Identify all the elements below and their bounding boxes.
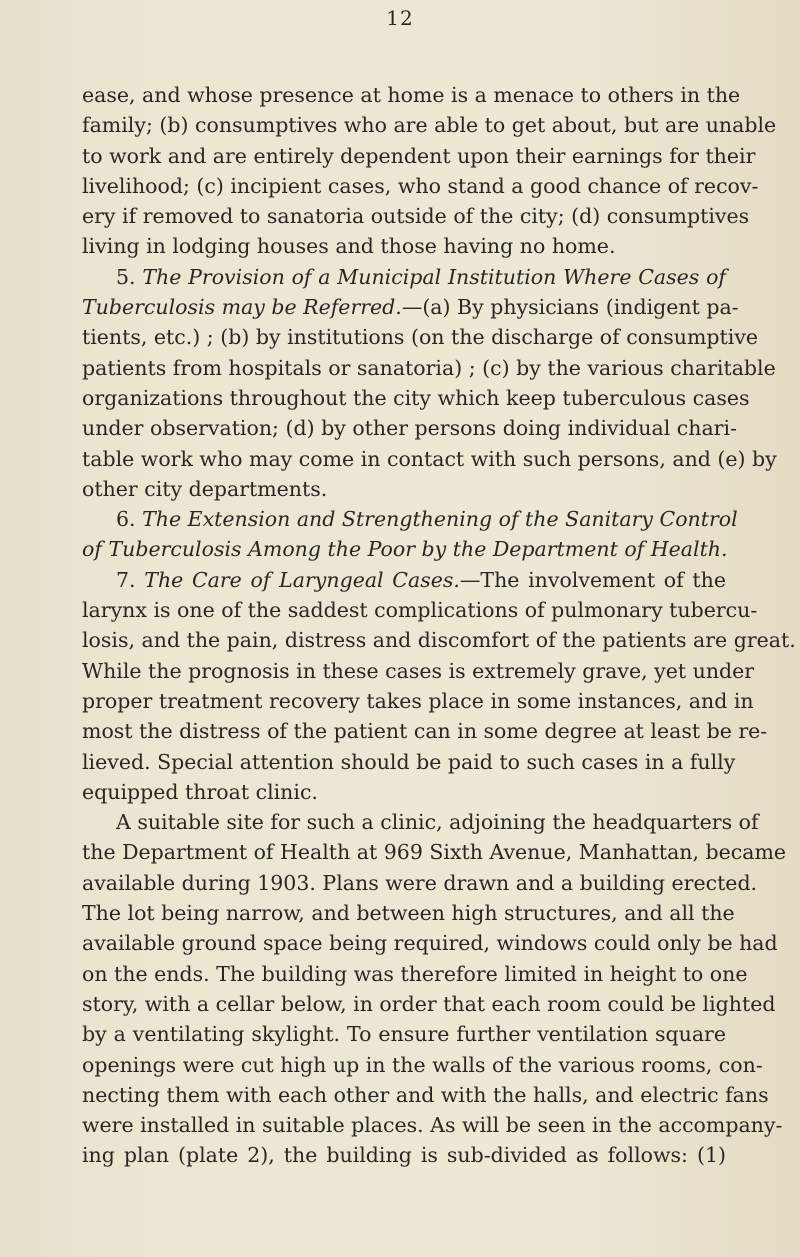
text-line <box>82 322 759 352</box>
text-segment: family; (b) consumptives who are able to get about, but are unable <box>82 113 777 138</box>
text-line <box>82 1019 726 1049</box>
text-line <box>82 595 758 625</box>
text-line <box>82 1110 783 1140</box>
text-line <box>82 837 787 867</box>
text-line <box>82 565 726 595</box>
text-segment: available ground space being required, windows could only be had <box>82 931 778 956</box>
text-line <box>82 504 738 534</box>
text-segment: 7. <box>116 567 145 592</box>
italic-text-segment: The Care of Laryngeal Cases. <box>144 567 460 592</box>
text-segment: living in lodging houses and those having no home. <box>82 234 616 259</box>
text-segment: organizations throughout the city which keep tuberculous cases <box>82 385 750 410</box>
text-line <box>82 747 736 777</box>
text-segment: The lot being narrow, and between high structures, and all the <box>82 901 735 926</box>
text-segment: the Department of Health at 969 Sixth Avenue, Manhattan, became <box>82 840 787 865</box>
text-segment: patients from hospitals or sanatoria) ; (c) by the various charitable <box>82 355 776 380</box>
text-line <box>82 898 735 928</box>
body-text <box>82 80 796 1171</box>
text-segment: equipped throat clinic. <box>82 779 318 804</box>
text-line <box>82 110 777 140</box>
text-line <box>82 413 737 443</box>
text-line <box>82 686 754 716</box>
text-segment: other city departments. <box>82 476 328 501</box>
text-segment: While the prognosis in these cases is extremely grave, yet under <box>82 658 755 683</box>
text-line <box>82 777 726 807</box>
text-segment: lieved. Special attention should be paid to such cases in a fully <box>82 749 736 774</box>
text-segment: 6. <box>116 507 143 532</box>
text-line <box>82 444 777 474</box>
text-line <box>82 1050 763 1080</box>
text-line <box>82 262 726 292</box>
text-segment: were installed in suitable places. As will be seen in the accompany- <box>82 1113 783 1138</box>
text-line <box>82 868 758 898</box>
italic-text-segment: Tuberculosis may be Referred. <box>82 295 402 320</box>
text-segment: under observation; (d) by other persons doing individual chari- <box>82 416 737 441</box>
text-segment: most the distress of the patient can in some degree at least be re- <box>82 719 768 744</box>
italic-text-segment: The Provision of a Municipal Institution Where Cases of <box>142 264 727 289</box>
italic-text-segment: of Tuberculosis Among the Poor by the Department of Health. <box>82 537 728 562</box>
text-segment: by a ventilating skylight. To ensure further ventilation square <box>82 1022 726 1047</box>
text-line <box>82 201 750 231</box>
text-line <box>82 534 726 564</box>
text-line <box>82 80 741 110</box>
text-segment: on the ends. The building was therefore limited in height to one <box>82 961 748 986</box>
text-segment: A suitable site for such a clinic, adjoining the headquarters of <box>116 810 759 835</box>
text-segment: larynx is one of the saddest complications of pulmonary tubercu- <box>82 598 758 623</box>
text-line <box>82 656 755 686</box>
text-segment: —The involvement of the <box>459 567 726 592</box>
text-segment: story, with a cellar below, in order that each room could be lighted <box>82 991 776 1016</box>
text-line <box>82 989 776 1019</box>
text-line <box>82 1080 769 1110</box>
text-segment: ery if removed to sanatoria outside of the city; (d) consumptives <box>82 204 750 229</box>
text-line <box>82 716 768 746</box>
page-number: 12 <box>386 6 414 30</box>
text-segment: losis, and the pain, distress and discomfort of the patients are great. <box>82 628 796 653</box>
text-line <box>82 807 759 837</box>
text-segment: to work and are entirely dependent upon their earnings for their <box>82 143 756 168</box>
italic-text-segment: The Extension and Strengthening of the Sanitary Control <box>142 507 738 532</box>
text-segment: table work who may come in contact with such persons, and (e) by <box>82 446 777 471</box>
text-segment: —(a) By physicians (indigent pa- <box>401 295 739 320</box>
text-line <box>82 625 796 655</box>
text-segment: 5. <box>116 264 143 289</box>
text-line <box>82 141 756 171</box>
text-line <box>82 383 750 413</box>
text-line <box>82 1140 726 1170</box>
text-line <box>82 231 726 261</box>
text-line <box>82 353 776 383</box>
text-segment: tients, etc.) ; (b) by institutions (on the discharge of consumptive <box>82 325 759 350</box>
text-segment: ease, and whose presence at home is a menace to others in the <box>82 83 741 107</box>
text-segment: proper treatment recovery takes place in some instances, and in <box>82 688 754 713</box>
text-segment: necting them with each other and with the halls, and electric fans <box>82 1082 769 1107</box>
text-line <box>82 959 748 989</box>
text-line <box>82 474 726 504</box>
text-segment: available during 1903. Plans were drawn and a building erected. <box>82 870 758 895</box>
text-line <box>82 171 759 201</box>
text-line <box>82 928 778 958</box>
text-segment: openings were cut high up in the walls of the various rooms, con- <box>82 1052 763 1077</box>
text-segment: ing plan (plate 2), the building is sub-divided as follows: (1) <box>82 1143 726 1168</box>
text-segment: livelihood; (c) incipient cases, who stand a good chance of recov- <box>82 173 759 198</box>
text-line <box>82 292 739 322</box>
